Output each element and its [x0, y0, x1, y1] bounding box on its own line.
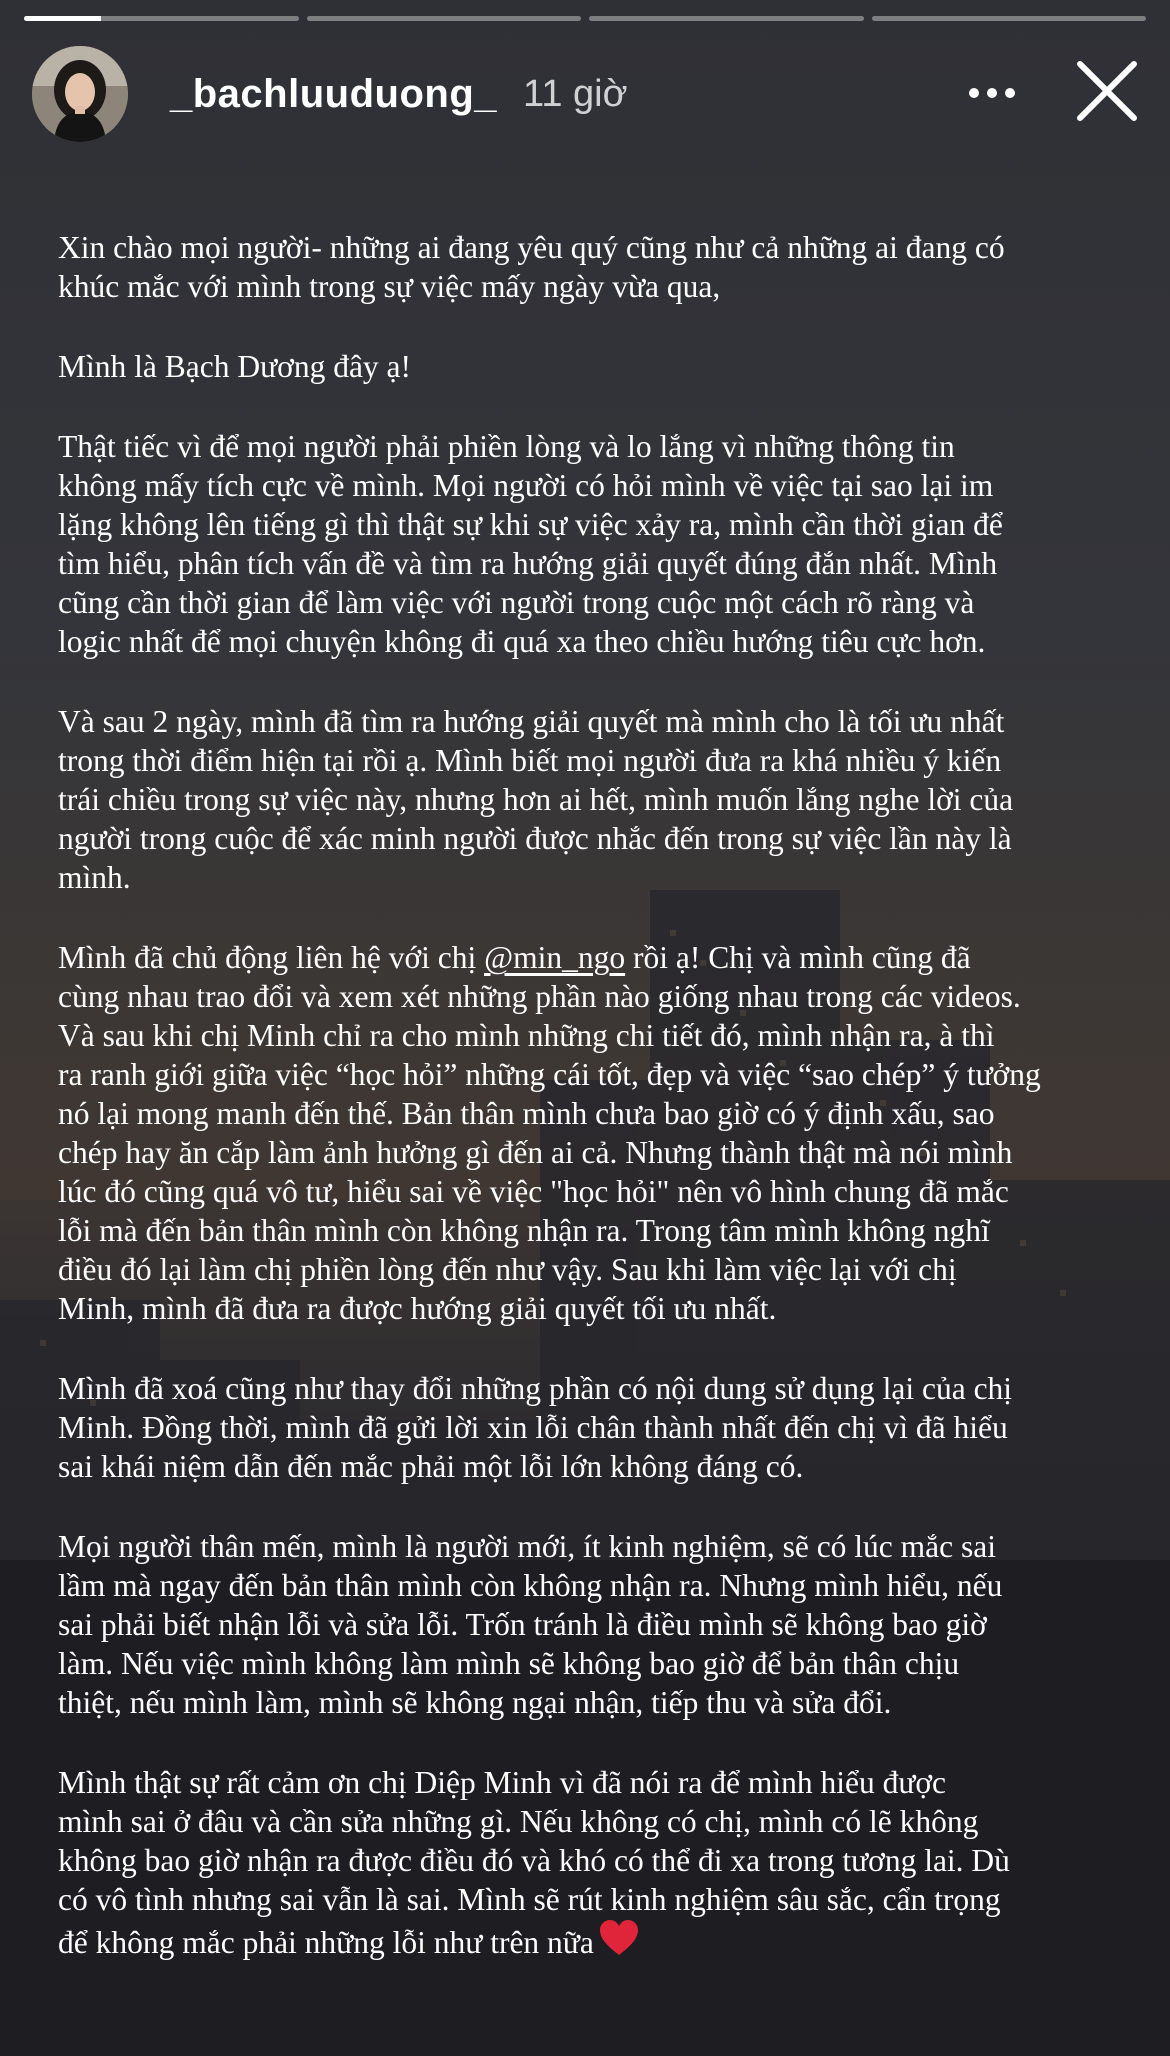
- avatar-photo: [32, 46, 128, 142]
- close-icon: [1072, 56, 1142, 126]
- more-options-button[interactable]: [952, 58, 1032, 128]
- avatar[interactable]: [32, 46, 128, 142]
- progress-segment: [24, 16, 299, 21]
- more-horizontal-icon: [968, 87, 1016, 99]
- paragraph-text: Mình đã chủ động liên hệ với chị: [58, 940, 485, 975]
- paragraph-lesson: Mọi người thân mến, mình là người mới, ít kinh nghiệm, sẽ có lúc mắc sai lầm mà ngay đến bản thân mình còn không nhận ra. Nhưng mình hiểu, nếu sai phải biết nhận lỗi và sửa lỗi. Trốn tránh là điều mình sẽ không bao giờ làm. Nếu việc mình không làm mình sẽ không bao giờ để bản thân chịu thiệt, nếu mình làm, mình sẽ không ngại nhận, tiếp thu và sửa đổi.: [58, 1529, 1003, 1720]
- paragraph-text: Mình thật sự rất cảm ơn chị Diệp Minh vì đã nói ra để mình hiểu được mình sai ở đâu và cần sửa những gì. Nếu không có chị, mình có lẽ không không bao giờ nhận ra được điều đó và khó có thể đi xa trong tương lai. Dù có vô tình nhưng sai vẫn là sai. Mình sẽ rút kinh nghiệm sâu sắc, cẩn trọng để không mắc phải những lỗi như trên nữa: [58, 1765, 1010, 1960]
- paragraph-resolution: Và sau 2 ngày, mình đã tìm ra hướng giải quyết mà mình cho là tối ưu nhất trong thời điểm hiện tại rồi ạ. Mình biết mọi người đưa ra khá nhiều ý kiến trái chiều trong sự việc này, nhưng hơn ai hết, mình muốn lắng nghe lời của người trong cuộc để xác minh người được nhắc đến trong sự việc lần này là mình.: [58, 704, 1014, 895]
- progress-segment: [307, 16, 582, 21]
- progress-segment: [589, 16, 864, 21]
- story-text-content: [58, 228, 1118, 2007]
- username[interactable]: _bachluuduong_: [170, 71, 497, 116]
- red-heart-icon: [598, 1919, 640, 1966]
- paragraph-text: rồi ạ! Chị và mình cũng đã cùng nhau trao đổi và xem xét những phần nào giống nhau trong các videos. Và sau khi chị Minh chỉ ra cho mình những chi tiết đó, mình nhận ra, à thì ra ranh giới giữa việc “học hỏi” những cái tốt, đẹp và việc “sao chép” ý tưởng nó lại mong manh đến thế. Bản thân mình chưa bao giờ có ý định xấu, sao chép hay ăn cắp làm ảnh hưởng gì đến ai cả. Nhưng thành thật mà nói mình lúc đó cũng quá vô tư, hiểu sai về việc "học hỏi" nên vô hình chung đã mắc lỗi mà đến bản thân mình còn không nhận ra. Trong tâm mình không nghĩ điều đó lại làm chị phiền lòng đến như vậy. Sau khi làm việc lại với chị Minh, mình đã đưa ra được hướng giải quyết tối ưu nhất.: [58, 940, 1041, 1326]
- story-header: [32, 46, 1142, 142]
- mention-link[interactable]: @min_ngo: [484, 940, 626, 975]
- progress-segment-fill: [24, 16, 101, 21]
- paragraph-regret: Thật tiếc vì để mọi người phải phiền lòng và lo lắng vì những thông tin không mấy tích cực về mình. Mọi người có hỏi mình về việc tại sao lại im lặng không lên tiếng gì thì thật sự khi sự việc xảy ra, mình cần thời gian để tìm hiểu, phân tích vấn đề và tìm ra hướng giải quyết đúng đắn nhất. Mình cũng cần thời gian để làm việc với người trong cuộc một cách rõ ràng và logic nhất để mọi chuyện không đi quá xa theo chiều hướng tiêu cực hơn.: [58, 429, 1003, 659]
- paragraph-contact: [58, 938, 1118, 1328]
- post-time: 11 giờ: [523, 72, 628, 115]
- paragraph-thanks: [58, 1763, 1118, 1966]
- paragraph-intro: Mình là Bạch Dương đây ạ!: [58, 349, 412, 384]
- close-button[interactable]: [1072, 56, 1142, 126]
- story-progress-bar: [24, 16, 1146, 21]
- progress-segment: [872, 16, 1147, 21]
- paragraph-changes: Mình đã xoá cũng như thay đổi những phần có nội dung sử dụng lại của chị Minh. Đồng thời, mình đã gửi lời xin lỗi chân thành nhất đến chị vì đã hiểu sai khái niệm dẫn đến mắc phải một lỗi lớn không đáng có.: [58, 1371, 1013, 1484]
- paragraph-greeting: Xin chào mọi người- những ai đang yêu quý cũng như cả những ai đang có khúc mắc với mình trong sự việc mấy ngày vừa qua,: [58, 230, 1005, 304]
